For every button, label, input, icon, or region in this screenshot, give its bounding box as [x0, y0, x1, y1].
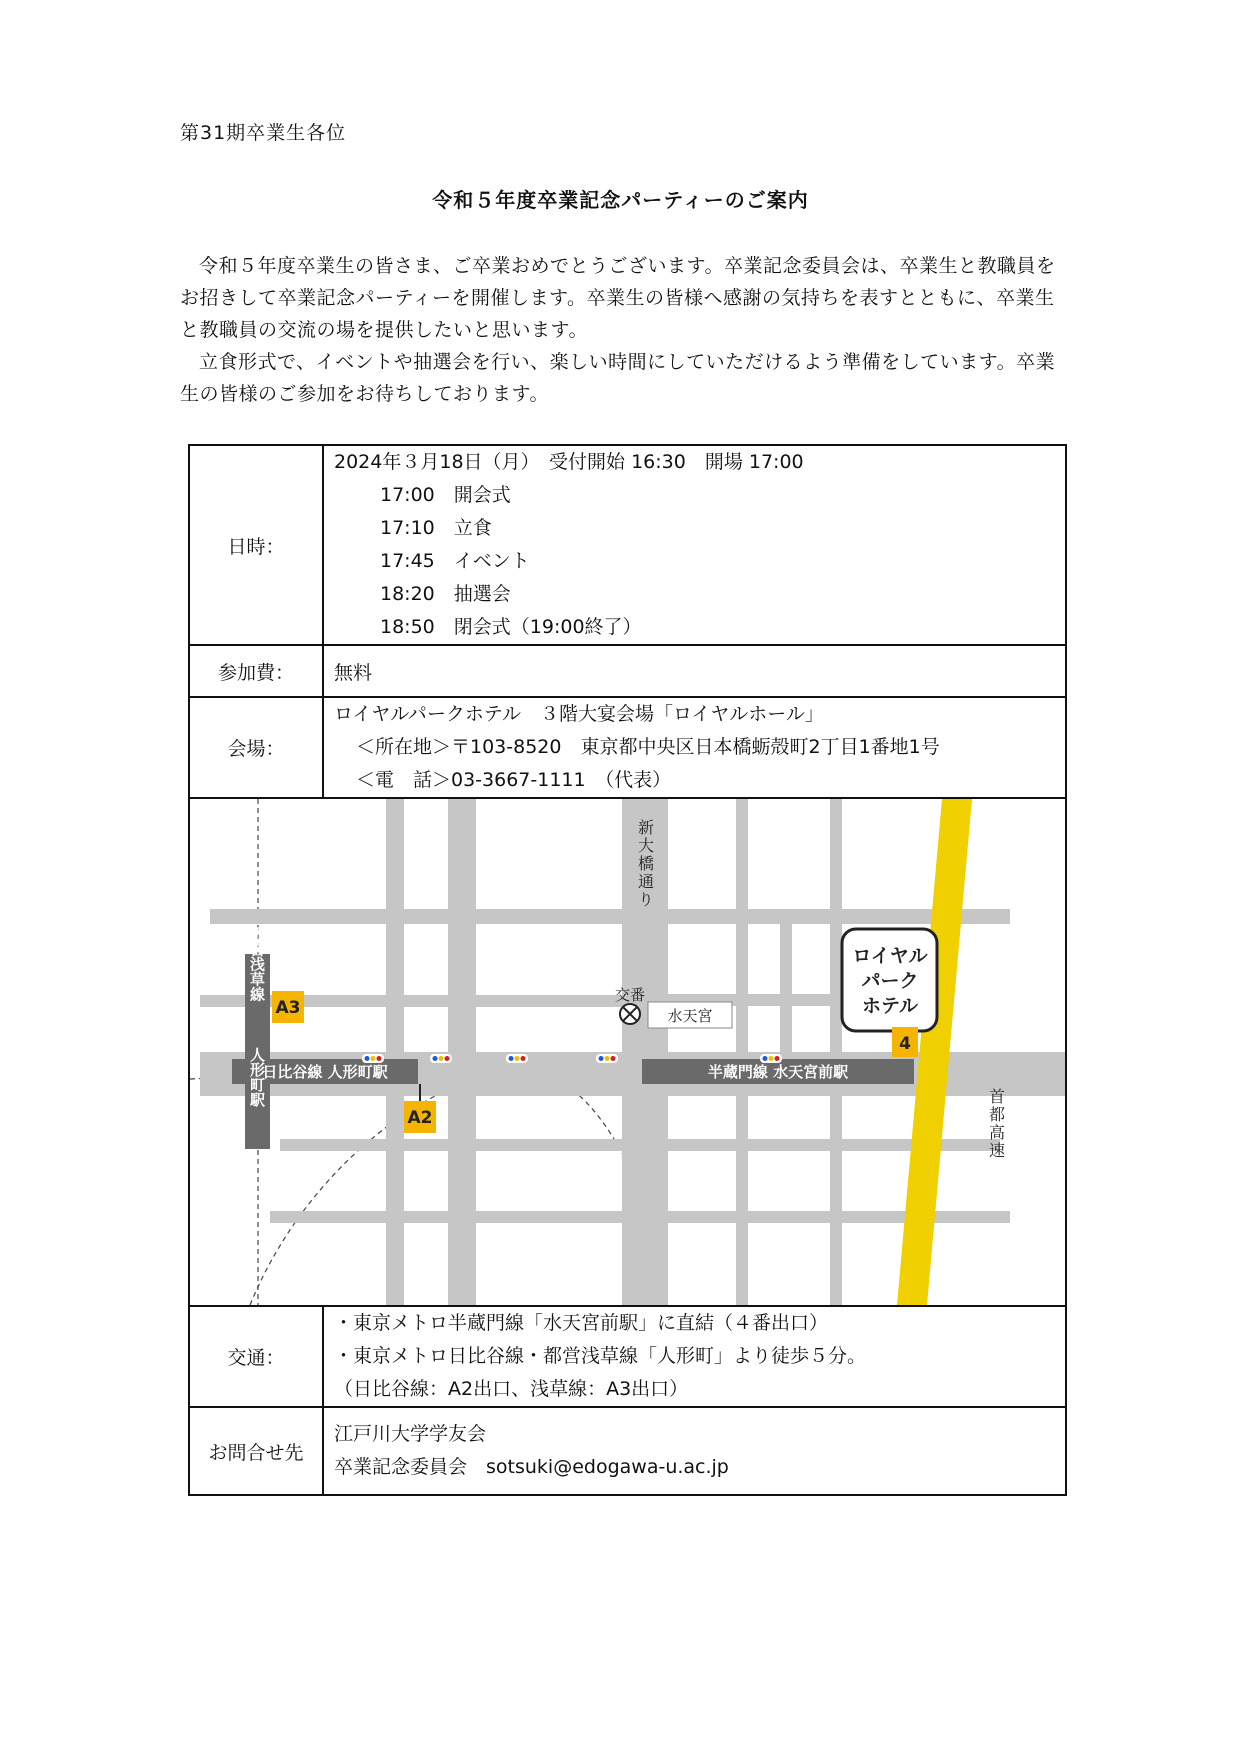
hotel-label: パーク	[861, 970, 919, 992]
hotel-label: ホテル	[861, 995, 919, 1017]
venue-row	[189, 697, 1066, 798]
contact-content	[323, 1407, 1066, 1495]
addressee: 第31期卒業生各位	[180, 122, 347, 144]
traffic-signal-icon	[760, 1054, 782, 1063]
schedule-item: 17:10 立食	[380, 517, 492, 539]
hotel-label: ロイヤル	[852, 945, 928, 967]
transport-line: ・東京メトロ半蔵門線「水天宮前駅」に直結（４番出口）	[334, 1312, 829, 1334]
suitengu-label: 水天宮	[667, 1007, 713, 1025]
traffic-signal-icon	[596, 1054, 618, 1063]
expressway-label: 首都高速	[986, 1088, 1006, 1160]
koban-label: 交番	[614, 986, 646, 1004]
transport-row	[189, 1306, 1066, 1407]
schedule-item: 18:50 閉会式（19:00終了）	[380, 616, 642, 638]
datetime-header: 2024年３月18日（月） 受付開始 16:30 開場 17:00	[334, 451, 804, 473]
exit-label-4: 4	[899, 1034, 911, 1054]
datetime-label: 日時：	[189, 445, 323, 645]
traffic-signal-icon	[506, 1054, 528, 1063]
station-label-ningyocho: 人形町駅	[248, 1047, 266, 1107]
transport-line: ・東京メトロ日比谷線・都営浅草線「人形町」より徒歩５分。	[334, 1345, 867, 1367]
paragraph-2: 立食形式で、イベントや抽選会を行い、楽しい時間にしていただけるよう準備をしています。卒業生の皆様のご参加をお待ちしております。	[180, 351, 1056, 405]
contact-row	[189, 1407, 1066, 1495]
transport-content	[323, 1306, 1066, 1407]
transport-line: （日比谷線：A2出口、浅草線：A3出口）	[334, 1378, 689, 1400]
exit-label-a2: A2	[407, 1108, 433, 1128]
street-label: 新大橋通り	[635, 819, 655, 909]
map-cell	[189, 798, 1066, 1306]
fee-label: 参加費：	[189, 645, 323, 697]
schedule-item: 17:45 イベント	[380, 550, 530, 572]
road	[780, 924, 792, 1052]
datetime-row	[189, 445, 1066, 645]
schedule-item: 18:20 抽選会	[380, 583, 511, 605]
venue-label: 会場：	[189, 697, 323, 798]
page-title: 令和５年度卒業記念パーティーのご案内	[432, 188, 809, 212]
venue-address: ＜所在地＞〒103-8520 東京都中央区日本橋蛎殻町2丁目1番地1号	[356, 736, 940, 758]
datetime-content	[323, 445, 1066, 645]
info-table	[188, 444, 1067, 1496]
line-label-toei: 都営浅草線	[248, 926, 266, 1002]
transport-label: 交通：	[189, 1306, 323, 1407]
venue-phone: ＜電 話＞03-3667-1111 （代表）	[356, 769, 672, 791]
contact-label: お問合せ先	[189, 1407, 323, 1495]
contact-committee[interactable]: 卒業記念委員会 sotsuki@edogawa-u.ac.jp	[334, 1456, 729, 1478]
fee-value: 無料	[323, 645, 1066, 697]
exit-label-a3: A3	[275, 998, 301, 1018]
venue-name: ロイヤルパークホテル ３階大宴会場「ロイヤルホール」	[334, 703, 824, 725]
road	[270, 1211, 1010, 1223]
fee-row	[189, 645, 1066, 697]
map-row	[189, 798, 1066, 1306]
road	[210, 909, 1010, 924]
traffic-signal-icon	[362, 1054, 384, 1063]
station-label-hanzomon: 半蔵門線 水天宮前駅	[707, 1063, 849, 1081]
koban-icon	[620, 1004, 640, 1024]
traffic-signal-icon	[430, 1054, 452, 1063]
body-text	[180, 250, 1070, 410]
venue-content	[323, 697, 1066, 798]
contact-org: 江戸川大学学友会	[334, 1423, 487, 1445]
road	[280, 1139, 1000, 1151]
schedule-item: 17:00 開会式	[380, 484, 511, 506]
paragraph-1: 令和５年度卒業生の皆さま、ご卒業おめでとうございます。卒業記念委員会は、卒業生と教職員をお招きして卒業記念パーティーを開催します。卒業生の皆様へ感謝の気持ちを表すとともに、卒業生と教職員の交流の場を提供したいと思います。	[180, 255, 1056, 341]
access-map	[190, 799, 1065, 1305]
station-label-hibiya: 日比谷線 人形町駅	[262, 1063, 388, 1081]
